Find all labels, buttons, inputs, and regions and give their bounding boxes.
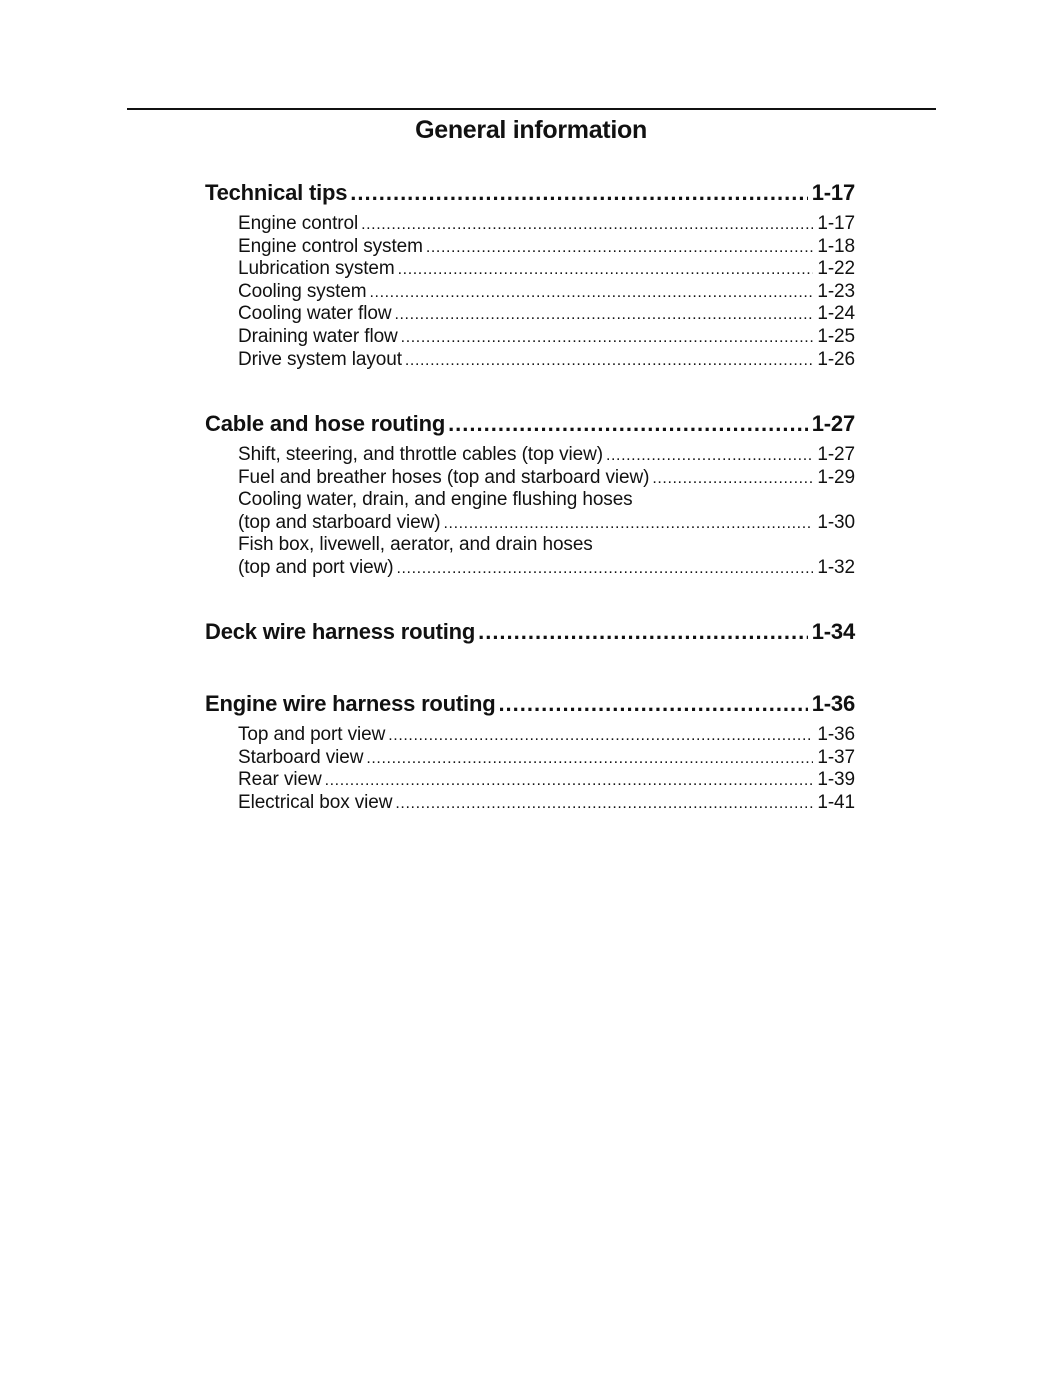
toc-heading-label: Cable and hose routing (205, 411, 446, 436)
toc-section-engine-wire-harness (205, 691, 855, 814)
toc-entry-label-line1: Fish box, livewell, aerator, and drain hoses (238, 534, 593, 556)
toc-heading-label: Deck wire harness routing (205, 619, 476, 644)
toc-entry-label: Engine control (238, 213, 359, 234)
dot-leader (478, 619, 808, 645)
toc-entry-label: Rear view (238, 769, 322, 791)
toc-page-number: 1-18 (817, 235, 855, 257)
toc-page-number: 1-23 (817, 280, 855, 302)
toc-entry-label-line1: Cooling water, drain, and engine flushing hoses (238, 489, 633, 511)
toc-section-heading[interactable] (205, 180, 855, 210)
toc-entry[interactable] (205, 349, 855, 372)
toc-heading-label: Engine wire harness routing (205, 691, 496, 716)
toc-entry[interactable] (205, 724, 855, 747)
toc-entry-label: Lubrication system (238, 258, 395, 280)
toc-heading-label: Technical tips (205, 180, 348, 205)
toc-page-number: 1-17 (811, 180, 855, 205)
dot-leader (350, 180, 807, 206)
dot-leader (388, 727, 813, 745)
toc-entry-label: Fuel and breather hoses (top and starboard view) (238, 466, 650, 488)
toc-page-number: 1-34 (811, 619, 855, 644)
toc-entry[interactable] (205, 467, 855, 490)
dot-leader (398, 261, 814, 279)
toc-entry[interactable] (205, 303, 855, 326)
toc-entry[interactable] (205, 236, 855, 259)
toc-page-number: 1-36 (811, 691, 855, 716)
toc-entry[interactable] (205, 534, 855, 579)
toc-page-number: 1-22 (817, 258, 855, 280)
toc-page-number: 1-27 (811, 411, 855, 436)
toc-entry-label: Cooling water flow (238, 303, 392, 325)
toc-entry[interactable] (205, 792, 855, 815)
toc-section-cable-hose-routing (205, 411, 855, 580)
toc-page-number: 1-41 (817, 791, 855, 813)
toc-entry-label: Engine control system (238, 235, 423, 257)
dot-leader (443, 515, 813, 533)
toc-page-number: 1-37 (817, 746, 855, 768)
toc-page-number: 1-25 (817, 325, 855, 347)
toc-entry[interactable] (205, 213, 855, 236)
toc-entry[interactable] (205, 769, 855, 792)
dot-leader (405, 352, 813, 370)
dot-leader (652, 470, 813, 488)
toc-entry-label: Cooling system (238, 280, 367, 302)
toc-page-number: 1-36 (817, 724, 855, 745)
toc-section-heading[interactable] (205, 619, 855, 649)
toc-entry-label: Starboard view (238, 746, 364, 768)
dot-leader (325, 772, 814, 790)
toc-entry-label: Draining water flow (238, 325, 398, 347)
header-rule (127, 108, 936, 110)
toc-entry-label: Drive system layout (238, 348, 402, 370)
dot-leader (396, 560, 813, 578)
dot-leader (401, 329, 814, 347)
dot-leader (426, 239, 814, 257)
toc-page-number: 1-30 (817, 511, 855, 533)
dot-leader (394, 306, 813, 324)
toc-entry-label: (top and starboard view) (238, 511, 441, 533)
toc-page-number: 1-29 (817, 466, 855, 488)
toc-section-heading[interactable] (205, 691, 855, 721)
toc-page-number: 1-26 (817, 348, 855, 370)
dot-leader (448, 411, 808, 437)
toc-page-number: 1-17 (817, 213, 855, 234)
dot-leader (361, 216, 813, 234)
toc-entry[interactable] (205, 258, 855, 281)
toc-entry[interactable] (205, 326, 855, 349)
dot-leader (606, 447, 813, 465)
toc-entry[interactable] (205, 489, 855, 534)
toc-entry[interactable] (205, 281, 855, 304)
toc-page-number: 1-24 (817, 303, 855, 325)
toc-section-deck-wire-harness (205, 619, 855, 649)
toc-entry[interactable] (205, 444, 855, 467)
dot-leader (369, 284, 813, 302)
toc-entry-label: Shift, steering, and throttle cables (top view) (238, 444, 603, 465)
toc-entry-label: (top and port view) (238, 556, 394, 578)
toc-page-number: 1-27 (817, 444, 855, 465)
toc-section-technical-tips (205, 180, 855, 371)
toc-entry-label: Electrical box view (238, 791, 393, 813)
dot-leader (366, 750, 813, 768)
toc-entry-label: Top and port view (238, 724, 386, 745)
page-title: General information (415, 116, 647, 144)
dot-leader (498, 691, 807, 717)
toc-section-heading[interactable] (205, 411, 855, 441)
toc-page-number: 1-39 (817, 769, 855, 791)
toc-entry[interactable] (205, 747, 855, 770)
toc-page-number: 1-32 (817, 556, 855, 578)
dot-leader (395, 795, 813, 813)
